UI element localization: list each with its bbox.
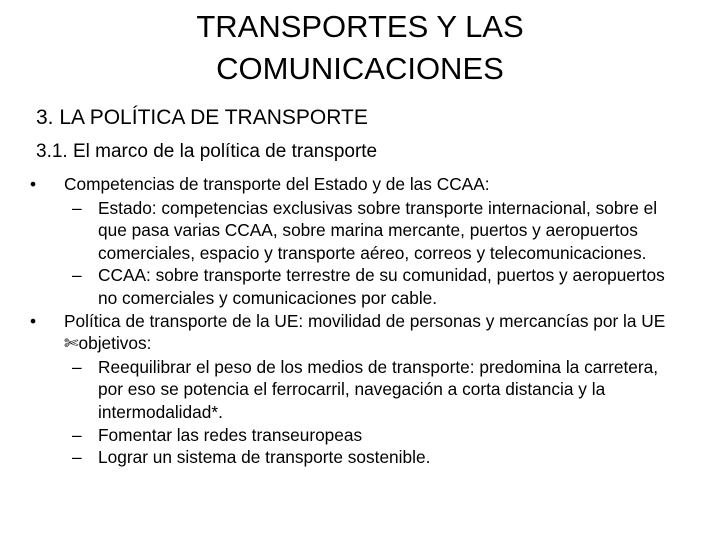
- bullet-list: [0, 173, 720, 469]
- sub-bullet-text: Lograr un sistema de transporte sostenible.: [98, 447, 431, 468]
- sub-bullet-text: Fomentar las redes transeuropeas: [98, 424, 363, 445]
- sub-bullet-text: CCAA: sobre transporte terrestre de su comunidad, puertos y aeropuertos no comerciales y comunicaciones por cable.: [98, 265, 665, 308]
- sub-bullet-text: Reequilibrar el peso de los medios de transporte: predomina la carretera, por eso se potencia el ferrocarril, navegación a corta distancia y la intermodalidad*.: [98, 356, 659, 422]
- dash-mark: –: [72, 265, 82, 286]
- slide-title: [60, 6, 660, 90]
- dash-mark: –: [72, 356, 82, 377]
- sub-bullet-item: [0, 264, 674, 309]
- section-subheading: 3.1. El marco de la política de transporte: [36, 141, 378, 162]
- bullet-text: Política de transporte de la UE: movilidad de personas y mercancías por la UE✄objetivos:: [64, 310, 666, 354]
- dash-mark: –: [72, 447, 82, 468]
- dash-mark: –: [72, 424, 82, 445]
- sub-bullet-item: [0, 424, 674, 447]
- sub-bullet-text: Estado: competencias exclusivas sobre transporte internacional, sobre el que pasa varias CCAA, sobre marina mercante, puertos y aeropuertos comerciales, espacio y transporte aéreo, correos y telecomunicaciones.: [98, 197, 658, 263]
- bullet-text: Competencias de transporte del Estado y de las CCAA:: [64, 174, 490, 194]
- title-line-2: COMUNICACIONES: [216, 51, 504, 86]
- section-heading: 3. LA POLÍTICA DE TRANSPORTE: [36, 106, 368, 129]
- bullet-mark: •: [30, 174, 37, 194]
- dash-mark: –: [72, 197, 82, 218]
- sub-bullet-item: [0, 356, 674, 424]
- sub-bullet-item: [0, 197, 674, 265]
- sub-bullet-item: [0, 446, 674, 469]
- bullet-item: [0, 310, 684, 355]
- bullet-mark: •: [30, 310, 37, 331]
- bullet-item: [0, 173, 684, 196]
- title-line-1: TRANSPORTES Y LAS: [196, 9, 524, 44]
